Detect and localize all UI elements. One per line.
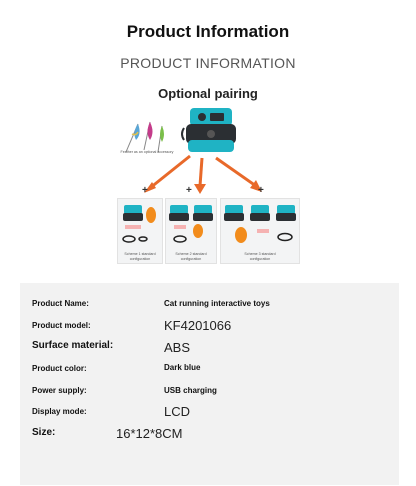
spec-row-power-supply xyxy=(20,384,399,402)
scheme-3-illustration xyxy=(223,203,299,247)
scheme-1-caption-line1: Scheme 1 standard xyxy=(124,252,156,256)
spec-row-product-model xyxy=(20,318,399,336)
scheme-1-caption-line2: configuration xyxy=(129,256,151,261)
scheme-panel-2 xyxy=(165,198,217,264)
spec-label: Product model: xyxy=(32,321,91,330)
spec-label: Product Name: xyxy=(32,299,89,308)
plus-sign: + xyxy=(142,185,148,196)
scheme-2-caption-line2: configuration xyxy=(180,256,202,261)
spec-row-product-name xyxy=(20,297,399,315)
scheme-panel-1 xyxy=(117,198,163,264)
spec-label: Product color: xyxy=(32,364,87,373)
spec-row-product-color xyxy=(20,363,399,381)
scheme-2-caption-line1: Scheme 2 standard xyxy=(175,252,207,256)
scheme-3-caption-line2: configuration xyxy=(249,256,271,261)
plus-sign: + xyxy=(186,185,192,196)
spec-value: 16*12*8CM xyxy=(116,426,183,441)
spec-table xyxy=(20,283,399,485)
scheme-panel-3 xyxy=(220,198,300,264)
page-subtitle: PRODUCT INFORMATION xyxy=(120,55,296,71)
plus-sign: + xyxy=(258,185,264,196)
spec-value: Dark blue xyxy=(164,363,201,372)
scheme-3-caption-line1: Scheme 3 standard xyxy=(244,252,276,256)
page-title: Product Information xyxy=(126,22,290,41)
spec-value: KF4201066 xyxy=(164,318,232,333)
spec-value: ABS xyxy=(164,340,191,355)
spec-value: Cat running interactive toys xyxy=(164,299,270,308)
spec-row-size xyxy=(20,426,399,444)
scheme-2-illustration xyxy=(168,203,216,247)
spec-label: Surface material: xyxy=(32,340,114,351)
spec-label: Display mode: xyxy=(32,407,87,416)
spec-value: LCD xyxy=(164,404,191,419)
spec-label: Power supply: xyxy=(32,386,87,395)
spec-value: USB charging xyxy=(164,386,217,395)
spec-row-surface-material xyxy=(20,340,399,358)
scheme-1-illustration xyxy=(121,203,161,247)
pairing-heading: Optional pairing xyxy=(158,86,258,101)
spec-row-display-mode xyxy=(20,404,399,422)
spec-label: Size: xyxy=(32,427,56,438)
accessory-caption: Feather as an optional accessory xyxy=(120,150,174,154)
